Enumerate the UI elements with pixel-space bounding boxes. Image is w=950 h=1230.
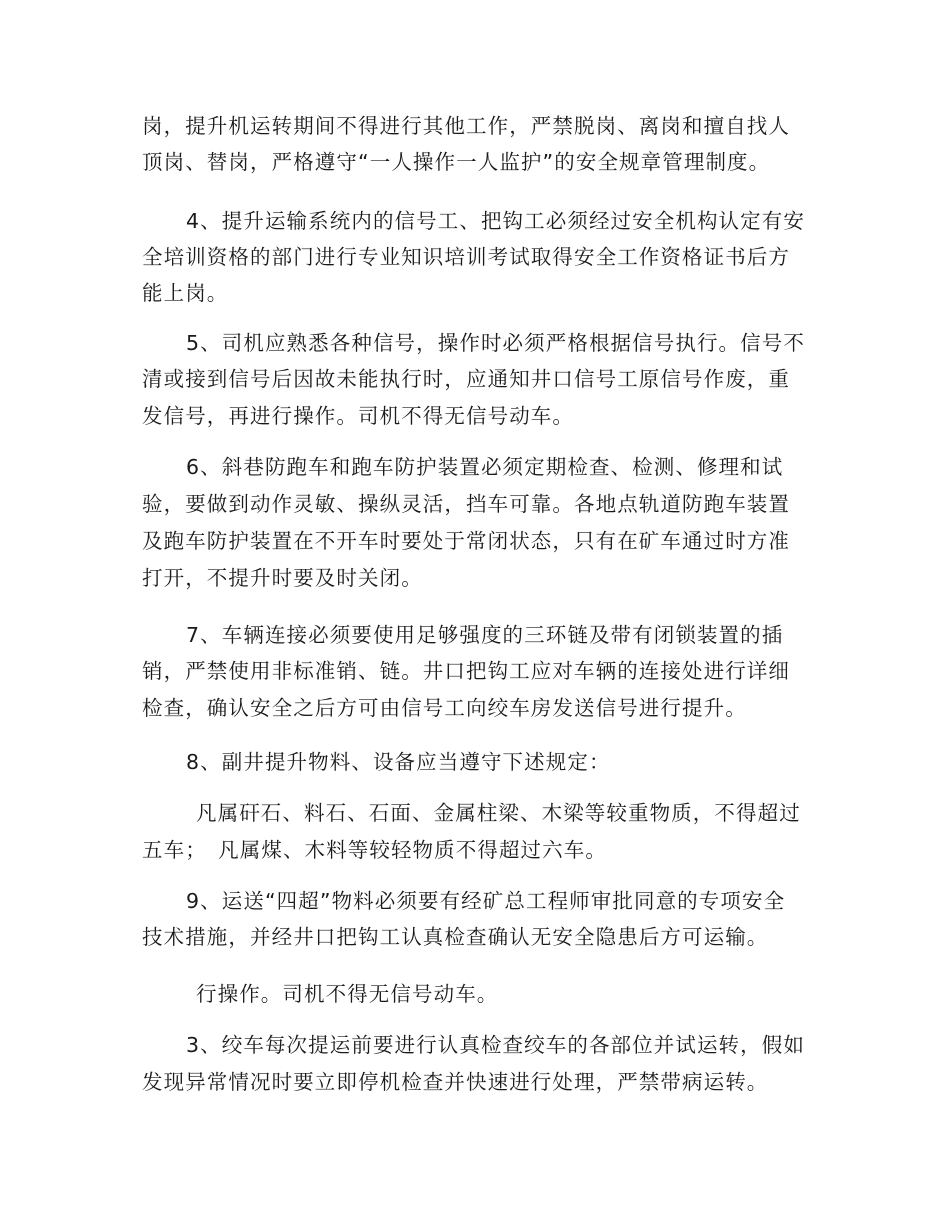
text-line: 岗，提升机运转期间不得进行其他工作，严禁脱岗、离岗和擅自找人	[142, 114, 790, 138]
text-line: 及跑车防护装置在不开车时要处于常闭状态，只有在矿车通过时方准	[142, 529, 790, 553]
text-line: 全培训资格的部门进行专业知识培训考试取得安全工作资格证书后方	[142, 245, 790, 269]
text-line: 6、斜巷防跑车和跑车防护装置必须定期检查、检测、修理和试	[186, 455, 784, 479]
text-line: 9、运送“四超”物料必须要有经矿总工程师审批同意的专项安全	[186, 889, 786, 913]
text-line: 凡属矸石、料石、石面、金属柱梁、木梁等较重物质，不得超过	[196, 801, 801, 825]
text-line: 能上岗。	[142, 281, 229, 305]
text-line: 7、车辆连接必须要使用足够强度的三环链及带有闭锁装置的插	[186, 623, 784, 647]
text-line: 销，严禁使用非标准销、链。井口把钩工应对车辆的连接处进行详细	[142, 659, 790, 683]
text-line: 顶岗、替岗，严格遵守“一人操作一人监护”的安全规章管理制度。	[142, 150, 771, 174]
text-line: 5、司机应熟悉各种信号，操作时必须严格根据信号执行。信号不	[186, 331, 805, 355]
text-line: 行操作。司机不得无信号动车。	[196, 982, 499, 1006]
text-line: 清或接到信号后因故未能执行时，应通知井口信号工原信号作废，重	[142, 367, 790, 391]
text-line: 3、绞车每次提运前要进行认真检查绞车的各部位并试运转，假如	[186, 1033, 805, 1057]
text-line: 打开，不提升时要及时关闭。	[142, 566, 423, 590]
text-line: 8、副井提升物料、设备应当遵守下述规定：	[186, 750, 611, 774]
text-line: 技术措施，并经井口把钩工认真检查确认无安全隐患后方可运输。	[142, 925, 769, 949]
text-line: 检查，确认安全之后方可由信号工向绞车房发送信号进行提升。	[142, 696, 747, 720]
text-line: 发信号，再进行操作。司机不得无信号动车。	[142, 404, 574, 428]
text-line: 发现异常情况时要立即停机检查并快速进行处理，严禁带病运转。	[142, 1070, 769, 1094]
text-line: 验，要做到动作灵敏、操纵灵活，挡车可靠。各地点轨道防跑车装置	[142, 492, 790, 516]
text-line: 五车； 凡属煤、木料等较轻物质不得超过六车。	[142, 838, 607, 862]
text-line: 4、提升运输系统内的信号工、把钩工必须经过安全机构认定有安	[186, 209, 805, 233]
